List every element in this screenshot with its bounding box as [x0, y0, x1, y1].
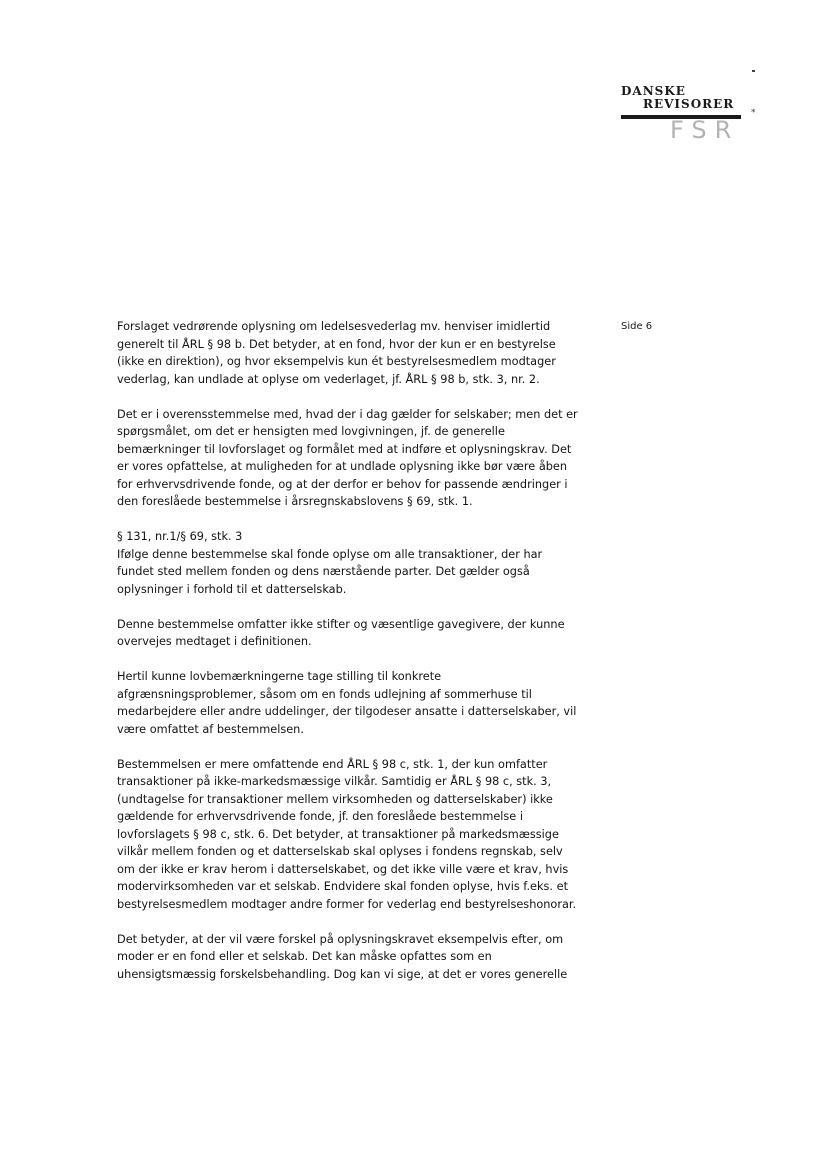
paragraph-1	[117, 318, 597, 388]
text-line: være omfattet af bestemmelsen.	[117, 722, 304, 736]
text-line: (ikke en direktion), og hvor eksempelvis kun ét bestyrelsesmedlem modtager	[117, 355, 556, 368]
text-line: den foreslåede bestemmelse i årsregnskabslovens § 69, stk. 1.	[117, 495, 473, 508]
text-line: Ifølge denne bestemmelse skal fonde oplyse om alle transaktioner, der har	[117, 547, 543, 561]
logo-line-danske: DANSKE	[621, 84, 686, 98]
paragraph-3	[117, 528, 597, 598]
paragraph-6	[117, 756, 597, 914]
text-line: Det er i overensstemmelse med, hvad der i dag gælder for selskaber; men det er	[117, 407, 578, 421]
text-line: Denne bestemmelse omfatter ikke stifter og væsentlige gavegivere, der kunne	[117, 617, 565, 631]
text-line: fundet sted mellem fonden og dens nærstående parter. Det gælder også	[117, 565, 530, 578]
text-line: afgrænsningsproblemer, såsom om en fonds udlejning af sommerhuse til	[117, 687, 532, 701]
text-line: Det betyder, at der vil være forskel på oplysningskravet eksempelvis efter, om	[117, 932, 564, 946]
paragraph-5	[117, 668, 597, 738]
text-line: bemærkninger til lovforslaget og formålet med at indføre et oplysningskrav. Det	[117, 442, 572, 456]
page-number: Side 6	[621, 321, 653, 332]
text-line: om der ikke er krav herom i datterselskabet, og det ikke ville være et krav, hvis	[117, 862, 569, 876]
section-reference: § 131, nr.1/§ 69, stk. 3	[117, 530, 243, 543]
text-line: lovforslagets § 98 c, stk. 6. Det betyder, at transaktioner på markedsmæssige	[117, 827, 559, 841]
logo-line-revisorer: REVISORER	[643, 97, 735, 111]
text-line: er vores opfattelse, at muligheden for at undlade oplysning ikke bør være åben	[117, 460, 568, 473]
logo-trademark-mark: *	[751, 108, 756, 118]
scan-speck	[752, 70, 755, 72]
text-line: overvejes medtaget i definitionen.	[117, 635, 312, 648]
text-line: generelt til ÅRL § 98 b. Det betyder, at en fond, hvor der kun er en bestyrelse	[117, 337, 556, 351]
document-body	[117, 318, 597, 1001]
text-line: (undtagelse for transaktioner mellem virksomheden og datterselskaber) ikke	[117, 792, 553, 806]
text-line: spørgsmålet, om det er hensigten med lovgivningen, jf. de generelle	[117, 425, 505, 438]
text-line: medarbejdere eller andre uddelinger, der tilgodeser ansatte i datterselskaber, vil	[117, 705, 577, 718]
danske-revisorer-logo	[600, 84, 760, 144]
text-line: vilkår mellem fonden og et datterselskab skal oplyses i fondens regnskab, selv	[117, 845, 563, 858]
text-line: vederlag, kan undlade at oplyse om vederlaget, jf. ÅRL § 98 b, stk. 3, nr. 2.	[117, 372, 540, 386]
text-line: for erhvervsdrivende fonde, og at der derfor er behov for passende ændringer i	[117, 477, 568, 491]
text-line: bestyrelsesmedlem modtager andre former for vederlag end bestyrelseshonorar.	[117, 897, 577, 911]
paragraph-4	[117, 616, 597, 651]
text-line: gældende for erhvervsdrivende fonde, jf. den foreslåede bestemmelse i	[117, 810, 523, 823]
paragraph-2	[117, 406, 597, 511]
text-line: Forslaget vedrørende oplysning om ledelsesvederlag mv. henviser imidlertid	[117, 320, 551, 333]
paragraph-7	[117, 931, 597, 984]
text-line: moder er en fond eller et selskab. Det kan måske opfattes som en	[117, 950, 492, 963]
text-line: Bestemmelsen er mere omfattende end ÅRL § 98 c, stk. 1, der kun omfatter	[117, 757, 548, 771]
text-line: oplysninger i forhold til et datterselskab.	[117, 582, 347, 596]
text-line: Hertil kunne lovbemærkningerne tage stilling til konkrete	[117, 670, 442, 683]
text-line: modervirksomheden var et selskab. Endvidere skal fonden oplyse, hvis f.eks. et	[117, 880, 568, 893]
text-line: transaktioner på ikke-markedsmæssige vilkår. Samtidig er ÅRL § 98 c, stk. 3,	[117, 775, 552, 788]
logo-fsr: FSR	[670, 116, 740, 144]
text-line: uhensigtsmæssig forskelsbehandling. Dog kan vi sige, at det er vores generelle	[117, 967, 568, 981]
